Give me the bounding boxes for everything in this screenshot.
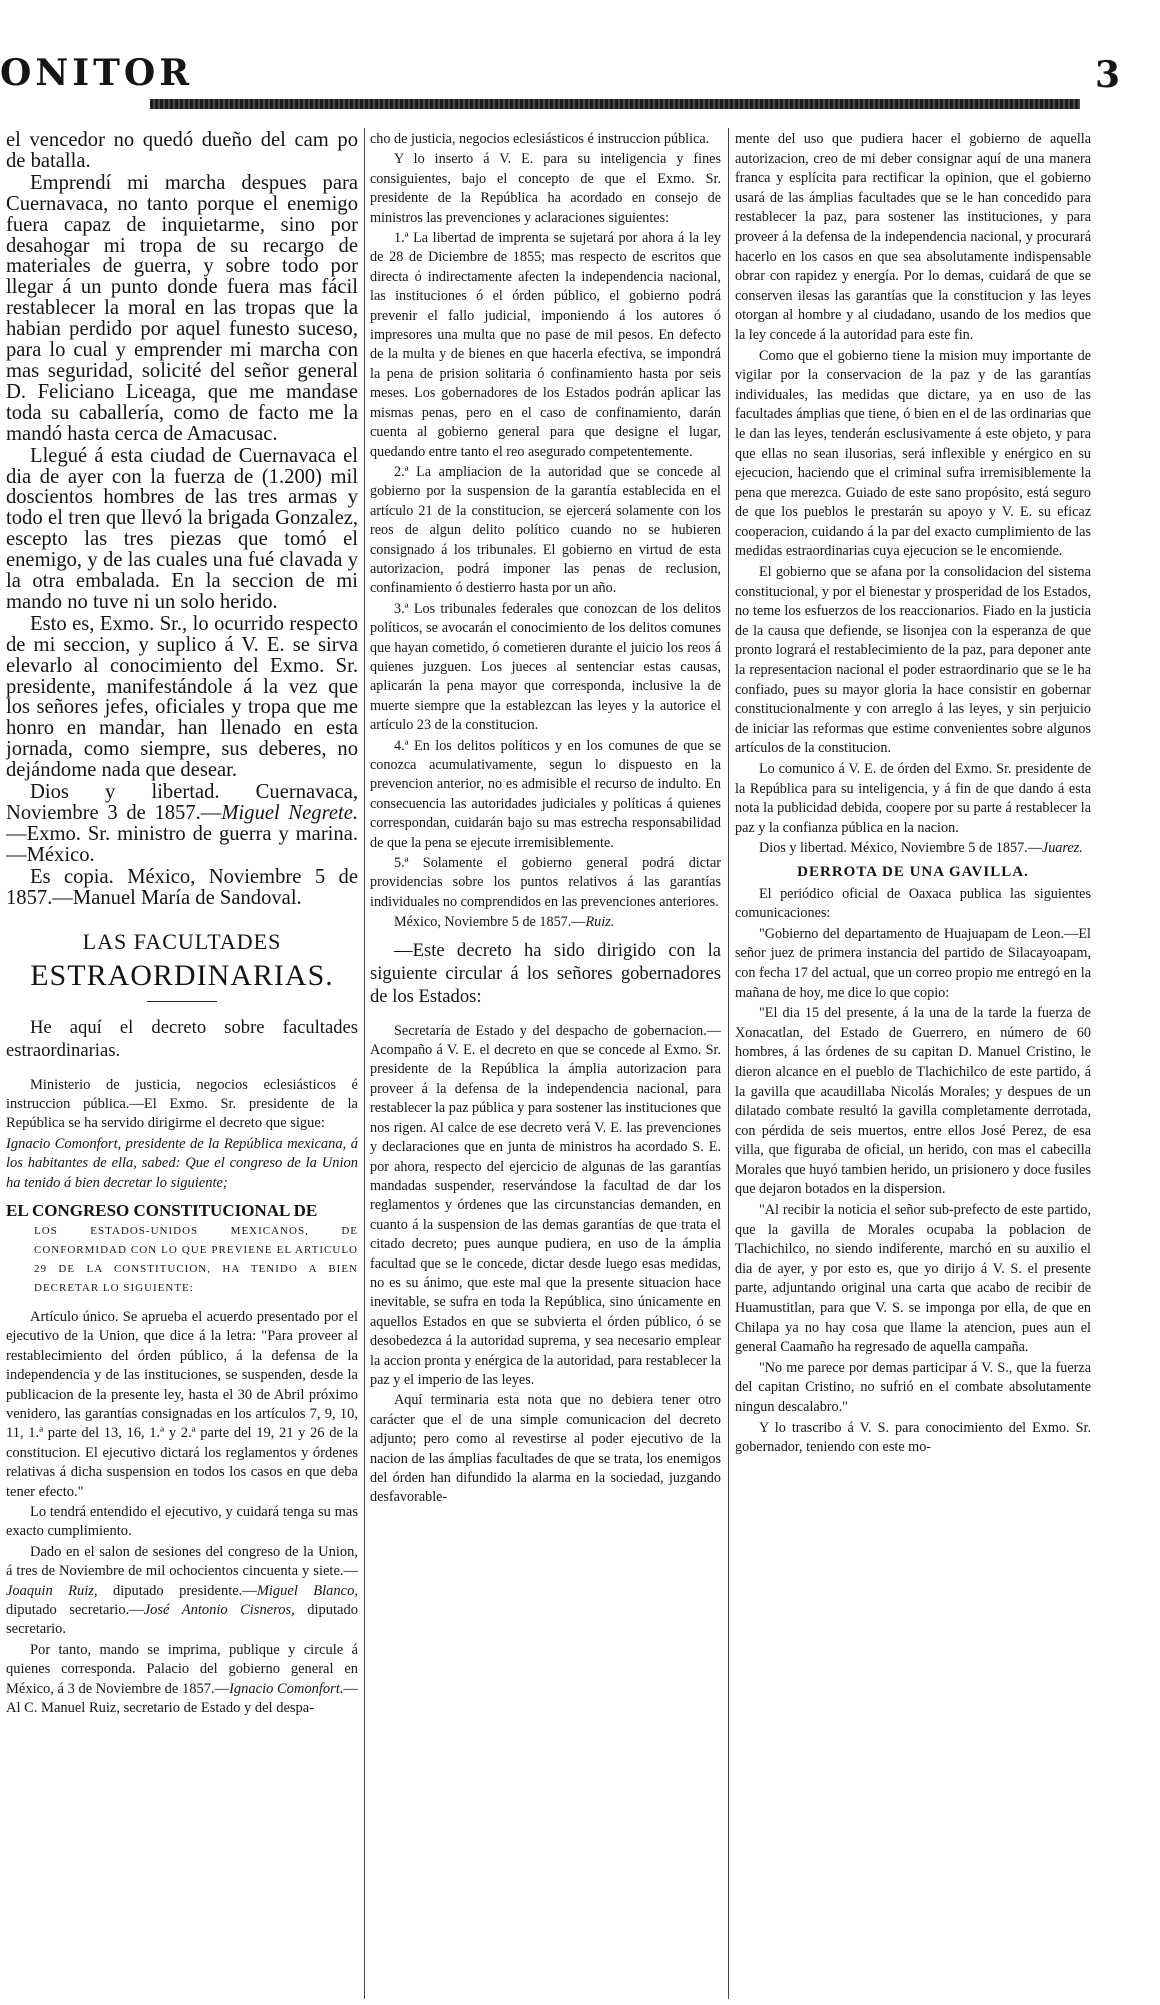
paragraph: "Al recibir la noticia el señor sub-prefecto de este partido, que la gavilla de Morales ocupaba la poblacion de Tlachichilco, no siendo indiferente, marchó en su auxilio el dia de ayer, y por esto es, que yo dirijo á V. S. el presente parte, adjuntando original una carta que acabo de recibir de Huamustitlan, para que V. S. se imponga por ella, de que en Chilapa ya no hay cosa que llame la atencion, pues aun el general Caamaño ha regresado de aquella campaña. xyxy=(735,1202,1091,1356)
paragraph: Llegué á esta ciudad de Cuernavaca el dia de ayer con la fuerza de (1.200) mil doscientos hombres de las tres armas y todo el tren que llevó la brigada Gonzalez, escepto las tres piezas que tomó el enemigo, y de las cuales una fué clavada y la otra embalada. En la seccion de mi mando no tuve ni un solo herido. xyxy=(6,444,358,613)
paragraph: Y lo inserto á V. E. para su inteligencia y fines consiguientes, bajo el concepto de que el Exmo. Sr. presidente de la República ha acordado en consejo de ministros las prevenciones y aclaraciones siguientes: xyxy=(370,151,721,226)
text: Por tanto, mando se imprima, publique y circule á quienes corresponda. Palacio del gobierno general en México, á 3 de Noviembre de 1857.— xyxy=(6,1641,358,1697)
text: diputado presidente.— xyxy=(97,1582,257,1599)
section-title: LAS FACULTADES xyxy=(82,928,282,954)
paragraph: 4.ª En los delitos políticos y en los comunes de que se conozca acumulativamente, segun lo dispuesto en la prevencion anterior, no es admisible el recurso de indulto. En consecuencia las autoridades judiciales y políticas á quienes correspondan, cuidarán bajo su mas estrecha responsabilidad de que la pena se ejecute irremisiblemente. xyxy=(370,737,721,851)
lead-paragraph: —Este decreto ha sido dirigido con la siguiente circular á los señores gobernadores de los Estados: xyxy=(370,939,721,1007)
text: México, Noviembre 5 de 1857.— xyxy=(394,914,586,931)
paragraph: Y lo trascribo á V. S. para conocimiento del Exmo. Sr. gobernador, teniendo con este mo- xyxy=(735,1419,1091,1456)
signature-name: José Antonio Cisneros, xyxy=(143,1602,295,1619)
column-1 xyxy=(6,130,358,1999)
paragraph: Aquí terminaria esta nota que no debiera tener otro carácter que el de una simple comunicacion del decreto adjunto; pero como al revestirse al poder ejecutivo de la nacion de las ámplias facultades de que se trata, los enemigos del órden han difundido la alarma en la sociedad, juzgando desfavorable- xyxy=(370,1392,721,1506)
text: Dado en el salon de sesiones del congreso de la Union, á tres de Noviembre de mil ochocientos cincuenta y siete.— xyxy=(6,1543,358,1580)
signature-paragraph xyxy=(6,1543,358,1640)
text: —Exmo. Sr. ministro de guerra y marina.—México. xyxy=(6,822,358,866)
newspaper-title: ONITOR xyxy=(0,52,194,94)
text: diputado secretario.— xyxy=(6,1602,144,1619)
column-2 xyxy=(370,130,721,1999)
paragraph: El gobierno que se afana por la consolidacion del sistema constitucional, y por el bienestar y prosperidad de los Estados, no teme los esfuerzos de los reaccionarios. Fiado en la justicia de la causa que defiende, se lisonjea con la esperanza de que pronto logrará el restablecimiento de la paz, para deponer ante la representacion nacional el poder estraordinario que se le ha confiado, pues su mayor gloria la hace consistir en gobernar constitucionalmente y con arreglo á las leyes, y sin perjuicio de iniciar las reformas que estime convenientes sobre algunos artículos de la constitucion. xyxy=(735,564,1091,757)
paragraph: Como que el gobierno tiene la mision muy importante de vigilar por la conservacion de la paz y de las garantías individuales, las medidas que dictare, ya en uso de las facultades ámplias que tiene, ó bien en el de las ordinarias que le dan las leyes, tenderán esclusivamente á este objeto, y para que ellas no sean ilusorias, será inflexible y enérgico en su ejecucion, haciendo que el criminal sufra irremisiblemente la pena que merezca. Guiado de este sano propósito, está seguro de que los pueblos le prestarán su apoyo y V. E. su eficaz cooperacion, cuidando á la par del exacto cumplimiento de las medidas estraordinarias cuya ejecucion se le encomiende. xyxy=(735,347,1091,560)
paragraph: Secretaría de Estado y del despacho de gobernacion.—Acompaño á V. E. el decreto en que se concede al Exmo. Sr. presidente de la República la ámplia autorizacion para proveer á la defensa de la independencia nacional, para restablecer la paz pública y para sostener las instituciones que nos rigen. Al calce de ese decreto verá V. E. las prevenciones y declaraciones que en junta de ministros ha acordado S. E. por ahora, respecto del ejercicio de algunas de las garantías mandadas suspender, reservándose la facultad de dar los reglamentos y órdenes que las circunstancias demanden, en cuanto á la suspension de las demas garantías de que trata el citado decreto; pues aunque pudiera, en uso de la ámplia facultad que se le concede, dictar desde luego esas medidas, no es su ánimo, que este mal que la presente situacion hace inevitable, se sufra en toda la República, sino únicamente en aquellos Estados en que se subvierta el órden público, ó se desobedezca á la autoridad suprema, y sea necesario emplear la accion pronta y enérgica de la autoridad, para restablecer la paz y el imperio de las leyes. xyxy=(370,1022,721,1388)
italic-paragraph xyxy=(6,1135,358,1193)
section-rule xyxy=(147,1001,217,1002)
text: Dios y libertad. México, Noviembre 5 de 1857.— xyxy=(759,840,1042,857)
paragraph: 2.ª La ampliacion de la autoridad que se concede al gobierno por la suspension de la garantía establecida en el artículo 21 de la constitucion, se ejercerá solamente con los reos de algun delito político cuando no se hubieren consignado á los tribunales. El gobierno en virtud de esta autorizacion, podrá imponer las penas de reclusion, confinamiento ó destierro hasta por un año. xyxy=(370,463,721,597)
signature-paragraph xyxy=(370,913,721,932)
section-title-main: ESTRAORDINARIAS. xyxy=(30,958,334,992)
paragraph: Lo tendrá entendido el ejecutivo, y cuidará tenga su mas exacto cumplimiento. xyxy=(6,1504,358,1540)
paragraph: Esto es, Exmo. Sr., lo ocurrido respecto de mi seccion, y suplico á V. E. se sirva elevarlo al conocimiento del Exmo. Sr. presidente, manifestándole á la vez que los señores jefes, oficiales y tropa que me honro en mandar, han llenado en esta jornada, como siempre, sus deberes, no dejándome nada que desear. xyxy=(6,612,358,782)
signature-name: Ruiz. xyxy=(585,914,615,931)
paragraph: Es copia. México, Noviembre 5 de 1857.—Manuel María de Sandoval. xyxy=(6,865,358,909)
paragraph: mente del uso que pudiera hacer el gobierno de aquella autorizacion, creo de mi deber consignar aquí de una manera franca y esplícita para rectificar la opinion, que el gobierno usará de las ámplias facultades que se le han concedido para restablecer la paz, para sostener las instituciones, y para proveer á la defensa de la independencia nacional, y procurará hacerlo en los casos en que sea absolutamente indispensable obrar con rapidez y energía. Por lo demas, cuidará de que se conserven ilesas las garantías que la constitucion y las leyes otorgan al hombre y al ciudadano, usando de los medios que la ley concede á la autoridad para este fin. xyxy=(735,131,1091,343)
paragraph: cho de justicia, negocios eclesiásticos é instruccion pública. xyxy=(370,131,710,147)
paragraph: 5.ª Solamente el gobierno general podrá dictar providencias sobre los puntos relativos á las garantías individuales no comprendidos en las prevenciones anteriores. xyxy=(370,855,721,910)
congress-caps: LOS ESTADOS-UNIDOS MEXICANOS, DE CONFORMIDAD CON LO QUE PREVIENE EL ARTICULO 29 DE LA CONSTITUCION, HA TENIDO A BIEN DECRETAR LO SIGUIENTE: xyxy=(34,1224,358,1294)
masthead-rule xyxy=(150,99,1080,109)
text: Dios y libertad. Cuernavaca, Noviembre 3 de 1857.— xyxy=(6,781,358,824)
paragraph: Emprendí mi marcha despues para Cuernavaca, no tanto porque el enemigo fuera capaz de inquietarme, sino por desahogar mi tropa de su recargo de materiales de guerra, y sobre todo por llegar á un punto donde fuera mas fácil restablecer la moral en las tropas que la habian perdido por aquel funesto suceso, para lo cual y emprender mi marcha con mas seguridad, solicité del señor general D. Feliciano Liceaga, que me mandase toda su caballería, como de facto me la mandó hasta cerca de Amacusac. xyxy=(6,171,358,445)
paragraph: "Gobierno del departamento de Huajuapam de Leon.—El señor juez de primera instancia del partido de Silacayoapam, con fecha 17 del actual, que un correo propio me entregó en la mañana de hoy, me dice lo que copio: xyxy=(735,925,1091,1001)
signature-name: Juarez. xyxy=(1041,840,1083,857)
page-number: 3 xyxy=(1094,54,1120,96)
signature-paragraph xyxy=(6,782,358,866)
text: —Al C. Manuel Ruiz, secretario de Estado y del despa- xyxy=(6,1680,358,1717)
paragraph: "No me parece por demas participar á V. S., que la fuerza del capitan Cristino, no sufrió en el combate absolutamente ningun descalabro." xyxy=(735,1359,1091,1415)
column-divider xyxy=(728,128,729,1999)
signature-paragraph xyxy=(735,839,1091,859)
text: diputado secretario. xyxy=(6,1602,358,1638)
signature-name: Ignacio Comonfort. xyxy=(229,1680,344,1697)
italic-text: Ignacio Comonfort, presidente de la República mexicana, á los habitantes de ella, sabed: Que el congreso de la Union ha tenido á bien decretar lo siguiente; xyxy=(6,1135,358,1191)
paragraph: 3.ª Los tribunales federales que conozcan de los delitos políticos, se avocarán el conocimiento de los delitos comunes que hayan cometido, ó cometieren durante el juicio los reos á quienes juzguen. Los jueces al sentenciar estas causas, aplicarán la pena mayor que corresponda, inclusive la de muerte siempre que la establezcan las leyes y la autorice el artículo 23 de la constitucion. xyxy=(370,600,721,734)
paragraph: Lo comunico á V. E. de órden del Exmo. Sr. presidente de la República para su inteligencia, y á fin de que dando á esta nota la publicidad debida, coopere por su parte á restablecer la paz y la confianza pública en la nacion. xyxy=(735,761,1091,836)
column-divider xyxy=(364,128,365,1999)
paragraph: El periódico oficial de Oaxaca publica las siguientes comunicaciones: xyxy=(735,885,1091,922)
paragraph: el vencedor no quedó dueño del cam po de batalla. xyxy=(6,130,358,172)
congress-heading: EL CONGRESO CONSTITUCIONAL DE xyxy=(6,1200,318,1220)
paragraph: "El dia 15 del presente, á la una de la tarde la fuerza de Xonacatlan, del Estado de Guerrero, en número de 60 hombres, á las órdenes de su capitan D. Manuel Cristino, le dieron alcance en el pueblo de Tlachichilco de este partido, á la gavilla que acaudillaba Nicolás Morales; y despues de un dilatado combate resultó la gavilla completamente derrotada, con pérdida de seis muertos, entre ellos José Perez, de esa villa, que figuraba de oficial, un herido, con mas el cabecilla Morales que huyó tambien herido, un prisionero y doce fusiles que dejaron botados en la dispersion. xyxy=(735,1005,1091,1198)
masthead xyxy=(0,0,1160,118)
column-3 xyxy=(735,130,1091,1999)
signature-name: Joaquin Ruiz, xyxy=(6,1582,98,1599)
paragraph: 1.ª La libertad de imprenta se sujetará por ahora á la ley de 28 de Diciembre de 1855; mas respecto de escritos que directa ó indirectamente afecten la independencia nacional, las instituciones ó el órden público, el gobierno podrá prevenir el fallo judicial, imponiendo á los autores ó impresores una multa que no pase de mil pesos. En defecto de la multa y de bienes en que hacerla efectiva, se impondrá la pena de prision solitaria ó confinamiento hasta por seis meses. Los gobernadores de los Estados podrán aplicar las mismas penas, pero en el caso de confinamiento, darán cuenta al gobierno general para que designe el lugar, quedando entre tanto el reo asegurado competentemente. xyxy=(370,230,721,460)
signature-name: Miguel Blanco, xyxy=(256,1582,358,1599)
paragraph: Ministerio de justicia, negocios eclesiásticos é instruccion pública.—El Exmo. Sr. presidente de la República se ha servido dirigirme el decreto que sigue: xyxy=(6,1076,358,1132)
section-heading: DERROTA DE UNA GAVILLA. xyxy=(797,863,1029,880)
paragraph: Artículo único. Se aprueba el acuerdo presentado por el ejecutivo de la Union, que dice á la letra: "Para proveer al restablecimiento del órden público, á la defensa de la independencia y de las instituciones, se suspenden, desde la publicacion de la presente ley, hasta el 30 de Abril próximo venidero, las garantías consignadas en los artículos 7, 9, 10, 11, 1.ª parte del 13, 16, 1.ª y 2.ª parte del 19, 21 y 26 de la constitucion. El ejecutivo dictará los reglamentos y órdenes relativas á dicha suspension en todos los casos en que deba tener efecto." xyxy=(6,1308,358,1500)
lead-paragraph: He aquí el decreto sobre facultades estraordinarias. xyxy=(6,1016,358,1061)
signature-name: Miguel Negrete. xyxy=(221,802,358,824)
signature-paragraph xyxy=(6,1641,358,1719)
